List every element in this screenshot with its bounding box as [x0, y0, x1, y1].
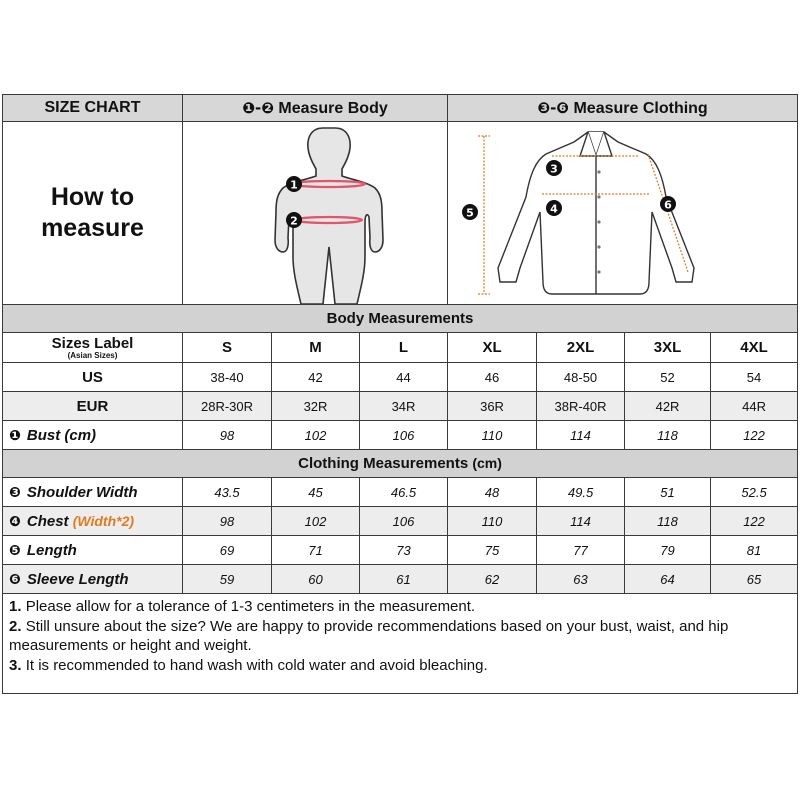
table-cell: 49.5 [537, 478, 625, 507]
eur-label: EUR [3, 392, 183, 421]
marker-5-label: 5 [466, 206, 474, 220]
length-label-cell [3, 536, 183, 565]
measure-body-label: Measure Body [278, 99, 388, 117]
shoulder-label: Shoulder Width [26, 483, 138, 501]
body-figure-icon [183, 122, 488, 304]
body-measurements-title: Body Measurements [3, 305, 798, 333]
chest-bullet: ❹ [9, 513, 21, 530]
marker-3-label: 3 [550, 162, 558, 176]
us-label: US [3, 363, 183, 392]
clothing-measurements-title [3, 450, 798, 478]
table-cell: 106 [360, 507, 448, 536]
table-cell: 64 [625, 565, 711, 594]
note-3-text: It is recommended to hand wash with cold water and avoid bleaching. [25, 656, 488, 674]
table-cell: 69 [183, 536, 272, 565]
clothing-measurements-unit: (cm) [472, 455, 502, 471]
table-cell: 79 [625, 536, 711, 565]
table-cell: 122 [711, 507, 798, 536]
note-2-text: Still unsure about the size? We are happy to provide recommendations based on your bust, waist, and hip measurements or height and weight. [9, 617, 729, 654]
marker-1-label: 1 [290, 178, 298, 192]
table-cell: 44R [711, 392, 798, 421]
table-cell: 60 [272, 565, 360, 594]
table-cell: 43.5 [183, 478, 272, 507]
sizes-header-row [3, 333, 798, 363]
chest-label-cell [3, 507, 183, 536]
shoulder-bullet: ❸ [9, 484, 21, 501]
measure-clothing-label: Measure Clothing [573, 99, 708, 117]
note-1-text: Please allow for a tolerance of 1-3 centimeters in the measurement. [25, 598, 476, 615]
table-cell: 65 [711, 565, 798, 594]
table-cell: 73 [360, 536, 448, 565]
table-cell: 48 [448, 478, 537, 507]
body-bullets: ❶-❷ [242, 98, 274, 117]
table-cell: 63 [537, 565, 625, 594]
table-cell: 52 [625, 363, 711, 392]
marker-2-label: 2 [290, 214, 298, 228]
table-cell: 118 [625, 421, 711, 450]
measure-body-header [183, 95, 448, 122]
note-3-num: 3. [9, 656, 22, 674]
marker-4-label: 4 [550, 202, 558, 216]
note-2 [9, 617, 791, 656]
shoulder-row [3, 478, 798, 507]
size-4xl: 4XL [711, 333, 798, 363]
table-cell: 54 [711, 363, 798, 392]
table-cell: 102 [272, 507, 360, 536]
measure-clothing-header [448, 95, 798, 122]
shirt-figure-icon [448, 122, 798, 304]
marker-4 [546, 200, 562, 216]
sleeve-row [3, 565, 798, 594]
sleeve-label-cell [3, 565, 183, 594]
marker-5 [462, 204, 478, 220]
note-1-num: 1. [9, 598, 22, 615]
table-cell: 32R [272, 392, 360, 421]
how-to-line1: How to [50, 183, 135, 211]
table-cell: 44 [360, 363, 448, 392]
table-cell: 38-40 [183, 363, 272, 392]
eur-row [3, 392, 798, 421]
length-row [3, 536, 798, 565]
marker-3 [546, 160, 562, 176]
asian-sizes-label: (Asian Sizes) [67, 351, 118, 360]
table-cell: 122 [711, 421, 798, 450]
sizes-label-cell [3, 333, 183, 363]
sizes-label: Sizes Label [51, 335, 134, 352]
how-to-line2: measure [41, 214, 144, 242]
table-cell: 77 [537, 536, 625, 565]
bust-label: Bust (cm) [26, 426, 97, 444]
chest-label: Chest [26, 512, 69, 530]
table-cell: 52.5 [711, 478, 798, 507]
table-cell: 71 [272, 536, 360, 565]
size-m: M [272, 333, 360, 363]
note-3 [9, 656, 791, 676]
table-cell: 46 [448, 363, 537, 392]
sleeve-label: Sleeve Length [26, 570, 129, 588]
size-l: L [360, 333, 448, 363]
bust-bullet: ❶ [9, 427, 21, 444]
table-cell: 110 [448, 507, 537, 536]
clothing-measurements-label: Clothing Measurements [298, 455, 469, 472]
table-cell: 42R [625, 392, 711, 421]
table-cell: 114 [537, 507, 625, 536]
marker-6 [660, 196, 676, 212]
table-cell: 38R-40R [537, 392, 625, 421]
table-cell: 81 [711, 536, 798, 565]
note-1 [9, 597, 791, 617]
note-2-num: 2. [9, 617, 22, 635]
table-cell: 114 [537, 421, 625, 450]
size-s: S [183, 333, 272, 363]
marker-1 [286, 176, 302, 192]
length-label: Length [26, 541, 77, 559]
table-cell: 98 [183, 507, 272, 536]
size-chart-title: SIZE CHART [3, 95, 183, 122]
size-2xl: 2XL [537, 333, 625, 363]
how-to-measure [3, 122, 183, 305]
size-xl: XL [448, 333, 537, 363]
chest-row [3, 507, 798, 536]
table-cell: 51 [625, 478, 711, 507]
table-cell: 28R-30R [183, 392, 272, 421]
table-cell: 42 [272, 363, 360, 392]
table-cell: 102 [272, 421, 360, 450]
table-cell: 61 [360, 565, 448, 594]
shoulder-label-cell [3, 478, 183, 507]
clothing-illustration [448, 122, 798, 305]
table-cell: 75 [448, 536, 537, 565]
marker-6-label: 6 [664, 198, 672, 212]
table-cell: 98 [183, 421, 272, 450]
marker-2 [286, 212, 302, 228]
table-cell: 59 [183, 565, 272, 594]
notes [3, 594, 798, 694]
us-row [3, 363, 798, 392]
bust-row [3, 421, 798, 450]
table-cell: 106 [360, 421, 448, 450]
table-cell: 48-50 [537, 363, 625, 392]
sleeve-bullet: ❻ [9, 571, 21, 588]
table-cell: 36R [448, 392, 537, 421]
chest-width-note: (Width*2) [72, 512, 135, 529]
table-cell: 118 [625, 507, 711, 536]
table-cell: 45 [272, 478, 360, 507]
length-bullet: ❺ [9, 542, 21, 559]
body-illustration [183, 122, 448, 305]
bust-label-cell [3, 421, 183, 450]
table-cell: 62 [448, 565, 537, 594]
clothing-bullets: ❸-❻ [537, 98, 570, 117]
size-chart [2, 94, 797, 702]
size-chart-table [2, 94, 798, 694]
table-cell: 110 [448, 421, 537, 450]
table-cell: 46.5 [360, 478, 448, 507]
size-3xl: 3XL [625, 333, 711, 363]
table-cell: 34R [360, 392, 448, 421]
